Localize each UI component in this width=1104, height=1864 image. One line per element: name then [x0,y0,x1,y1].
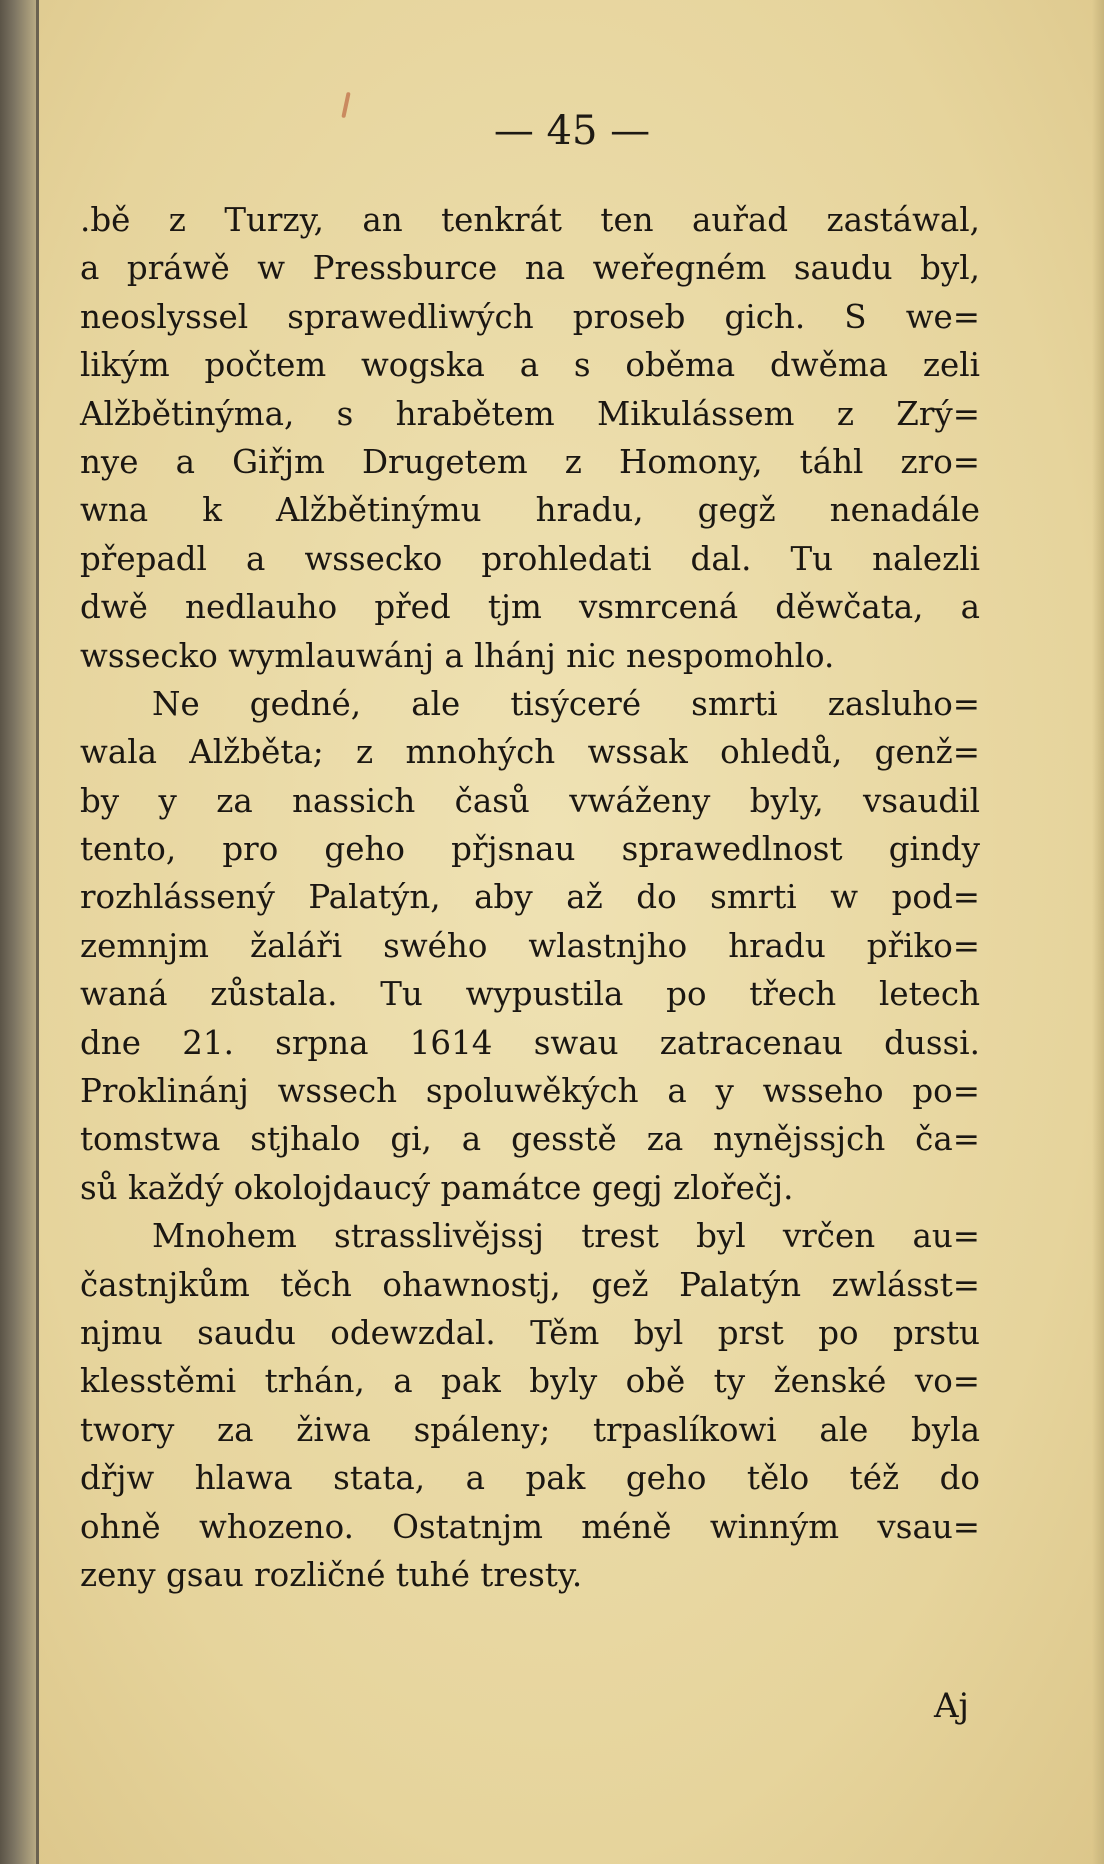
text-line: dne 21. srpna 1614 swau zatracenau dussi. [80,1023,980,1062]
text-line: nye a Giřjm Drugetem z Homony, táhl zro= [80,442,980,481]
text-line: by y za nassich časů vwáženy byly, vsaudil [80,781,980,820]
text-line: dřjw hlawa stata, a pak geho tělo též do [80,1459,980,1498]
binding-shadow [0,0,36,1864]
text-line: njmu saudu odewzdal. Těm byl prst po prstu [80,1313,980,1352]
gutter-line [36,0,39,1864]
page-edge [1092,0,1104,1864]
text-line: a práwě w Pressburce na weřegném saudu byl, [80,249,980,288]
text-line: wala Alžběta; z mnohých wssak ohledů, genž= [80,733,980,772]
text-line: wssecko wymlauwánj a lhánj nic nespomohlo. [80,636,835,675]
text-line: twory za žiwa spáleny; trpaslíkowi ale byla [80,1410,980,1449]
text-line: častnjkům těch ohawnostj, gež Palatýn zwlásst= [80,1265,980,1304]
text-line: .bě z Turzy, an tenkrát ten auřad zastáwal, [80,201,980,239]
text-line: zeny gsau rozličné tuhé tresty. [80,1555,583,1594]
text-line: Alžbětinýma, s hrabětem Mikulássem z Zrý= [80,394,980,433]
body-text [80,196,980,1599]
text-line: přepadl a wssecko prohledati dal. Tu nalezli [80,539,980,578]
text-line: neoslyssel sprawedliwých proseb gich. S we= [80,297,980,336]
text-line: likým počtem wogska a s oběma dwěma zeli [80,346,980,385]
text-line: klesstěmi trhán, a pak byly obě ty ženské vo= [80,1362,980,1401]
page-number: — 45 — [493,108,651,154]
text-line: rozhlássený Palatýn, aby až do smrti w pod= [80,878,980,917]
text-line: tento, pro geho přjsnau sprawedlnost gindy [80,830,980,869]
text-line: wna k Alžbětinýmu hradu, gegž nenadále [80,491,980,530]
text-line: Proklinánj wssech spoluwěkých a y wsseho po= [80,1072,980,1111]
text-line: zemnjm žaláři swého wlastnjho hradu přiko= [80,926,980,965]
text-line: dwě nedlauho před tjm vsmrcená děwčata, a [80,588,980,627]
text-line: ohně whozeno. Ostatnjm méně winným vsau= [80,1507,980,1546]
text-line: Mnohem strasslivějssj trest byl vrčen au= [152,1217,980,1256]
text-line: tomstwa stjhalo gi, a gesstě za nynějssjch ča= [80,1120,980,1159]
catchword: Aj [934,1686,970,1726]
text-line: waná zůstala. Tu wypustila po třech letech [80,975,980,1014]
text-line: Ne gedné, ale tisýceré smrti zasluho= [152,684,980,723]
text-line: sů každý okolojdaucý památce gegj zlořečj. [80,1168,794,1207]
